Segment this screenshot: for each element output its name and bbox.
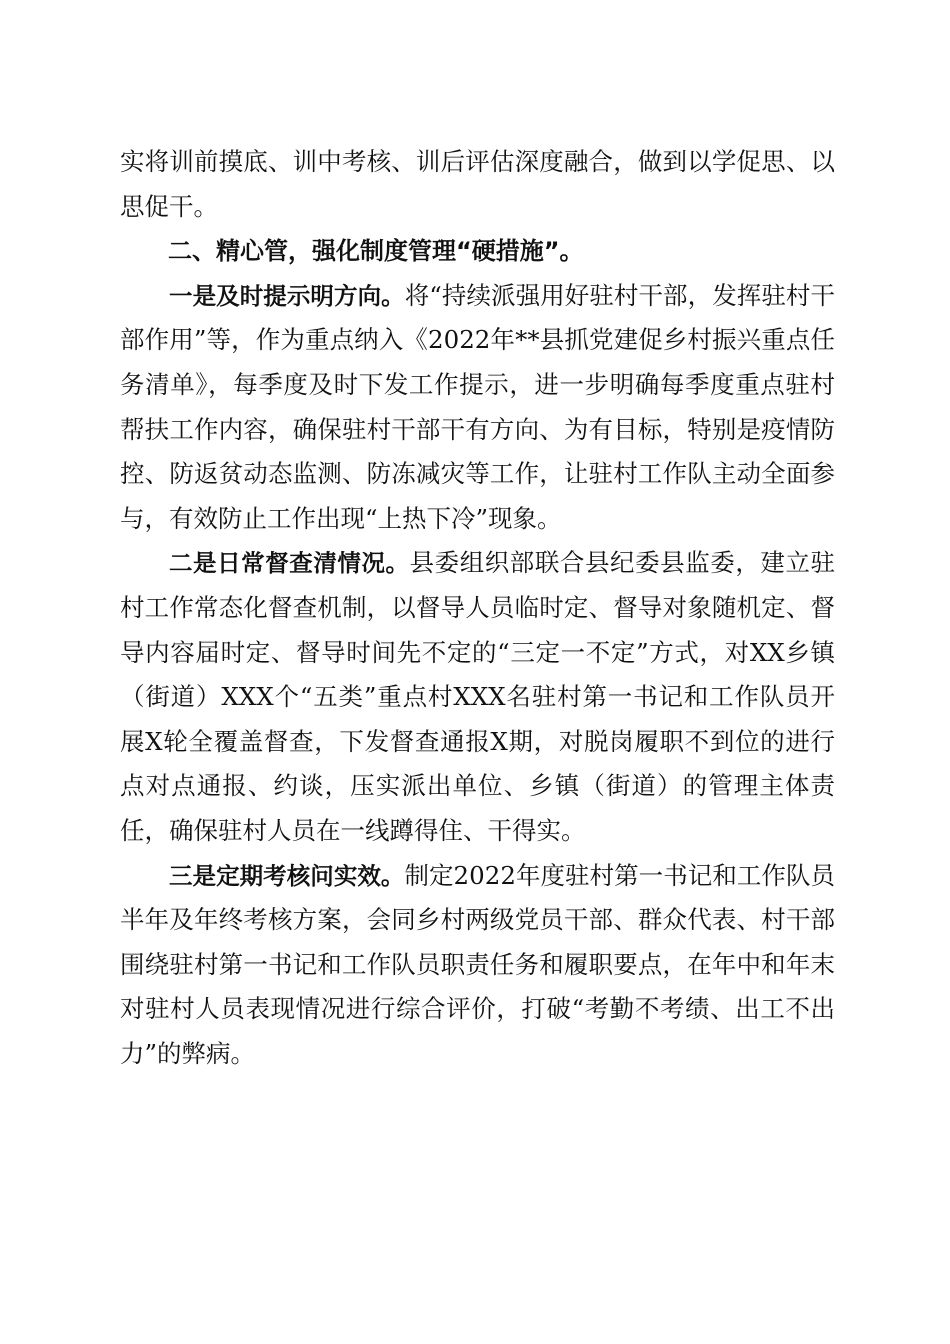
section-heading-2: 二、精心管，强化制度管理“硬措施”。 <box>168 237 584 266</box>
paragraph-3-lead: 三是定期考核问实效。 <box>169 861 405 890</box>
paragraph-continued: 实将训前摸底、训中考核、训后评估深度融合，做到以学促思、以思促干。 <box>120 147 835 221</box>
paragraph-1 <box>120 274 835 542</box>
paragraph-3-body: 制定2022年度驻村第一书记和工作队员半年及年终考核方案，会同乡村两级党员干部、群众代表、村干部围绕驻村第一书记和工作队员职责任务和履职要点，在年中和年末对驻村人员表现情况进行综合评价，打破“考勤不考绩、出工不出力”的弊病。 <box>120 860 836 1068</box>
paragraph-2 <box>120 541 835 853</box>
paragraph-3 <box>120 854 835 1077</box>
paragraph-1-lead: 一是及时提示明方向。 <box>169 281 405 310</box>
paragraph-2-body: 县委组织部联合县纪委县监委，建立驻村工作常态化督查机制，以督导人员临时定、督导对象随机定、督导内容届时定、督导时间先不定的“三定一不定”方式，对XX乡镇（街道）XXX个“五类”重点村XXX名驻村第一书记和工作队员开展X轮全覆盖督查，下发督查通报X期，对脱岗履职不到位的进行点对点通报、约谈，压实派出单位、乡镇（街道）的管理主体责任，确保驻村人员在一线蹲得住、干得实。 <box>120 548 835 845</box>
paragraph-2-lead: 二是日常督查清情况。 <box>169 549 410 578</box>
paragraph-1-body: 将“持续派强用好驻村干部，发挥驻村干部作用”等，作为重点纳入《2022年**县抓党建促乡村振兴重点任务清单》，每季度及时下发工作提示，进一步明确每季度重点驻村帮扶工作内容，确保驻村干部干有方向、为有目标，特别是疫情防控、防返贫动态监测、防冻减灾等工作，让驻村工作队主动全面参与，有效防止工作出现“上热下冷”现象。 <box>120 280 835 533</box>
document-body <box>120 140 835 1076</box>
